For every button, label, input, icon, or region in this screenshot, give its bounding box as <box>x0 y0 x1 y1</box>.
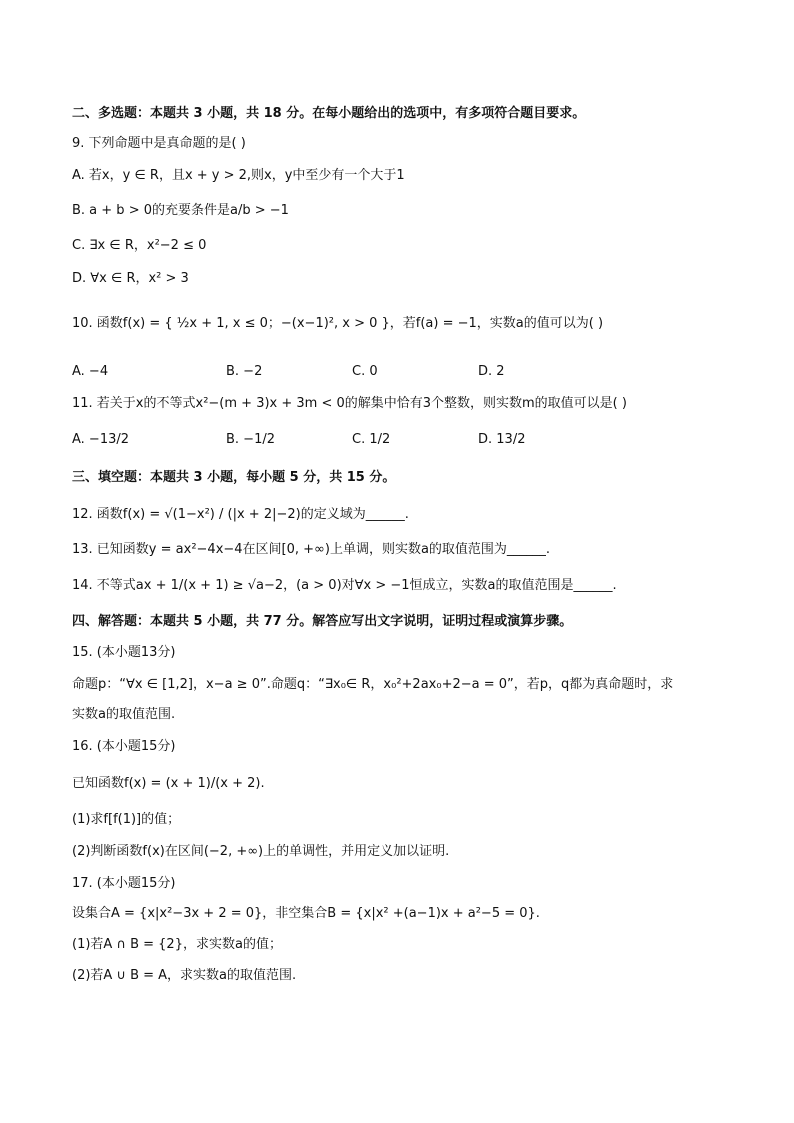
question-16-heading: 16. (本小题15分) <box>72 739 176 754</box>
question-17-given: 设集合A = {x|x²−3x + 2 = 0}，非空集合B = {x|x² +(a−1)x + a²−5 = 0}. <box>72 906 540 921</box>
section-heading-multiple-choice: 二、多选题：本题共 3 小题，共 18 分。在每小题给出的选项中，有多项符合题目要求。 <box>72 106 586 121</box>
question-11-stem: 11. 若关于x的不等式x²−(m + 3)x + 3m < 0的解集中恰有3个整数，则实数m的取值可以是( ) <box>72 396 627 411</box>
question-11-option-c: C. 1/2 <box>352 432 391 447</box>
question-12: 12. 函数f(x) = √(1−x²) / (|x + 2|−2)的定义域为______. <box>72 507 409 522</box>
section-heading-fill-in: 三、填空题：本题共 3 小题，每小题 5 分，共 15 分。 <box>72 470 396 485</box>
question-10-option-d: D. 2 <box>478 364 505 379</box>
question-9-option-b: B. a + b > 0的充要条件是a/b > −1 <box>72 203 289 218</box>
question-11-option-a: A. −13/2 <box>72 432 130 447</box>
question-15-text-line-2: 实数a的取值范围. <box>72 707 176 722</box>
question-9-option-a: A. 若x，y ∈ R，且x + y > 2,则x，y中至少有一个大于1 <box>72 168 405 183</box>
question-17-part-1: (1)若A ∩ B = {2}，求实数a的值； <box>72 937 282 952</box>
question-14: 14. 不等式ax + 1/(x + 1) ≥ √a−2，(a > 0)对∀x > −1恒成立，实数a的取值范围是______. <box>72 578 617 593</box>
question-17-part-2: (2)若A ∪ B = A，求实数a的取值范围. <box>72 968 297 983</box>
question-15-text-line-1: 命题p：“∀x ∈ [1,2]，x−a ≥ 0”.命题q：“∃x₀∈ R，x₀²+2ax₀+2−a = 0”，若p，q都为真命题时，求 <box>72 677 674 692</box>
question-10-option-c: C. 0 <box>352 364 378 379</box>
question-10-option-a: A. −4 <box>72 364 109 379</box>
section-heading-solve: 四、解答题：本题共 5 小题，共 77 分。解答应写出文字说明，证明过程或演算步骤。 <box>72 614 573 629</box>
question-11-option-d: D. 13/2 <box>478 432 526 447</box>
question-16-given: 已知函数f(x) = (x + 1)/(x + 2). <box>72 776 265 791</box>
question-10-stem: 10. 函数f(x) = { ½x + 1, x ≤ 0；−(x−1)², x > 0 }，若f(a) = −1，实数a的值可以为( ) <box>72 316 604 331</box>
question-15-heading: 15. (本小题13分) <box>72 645 176 660</box>
question-13: 13. 已知函数y = ax²−4x−4在区间[0, +∞)上单调，则实数a的取值范围为______. <box>72 542 551 557</box>
question-16-part-1: (1)求f[f(1)]的值； <box>72 812 181 827</box>
question-11-option-b: B. −1/2 <box>226 432 275 447</box>
question-9-stem: 9. 下列命题中是真命题的是( ) <box>72 136 246 151</box>
question-9-option-d: D. ∀x ∈ R，x² > 3 <box>72 271 189 286</box>
question-17-heading: 17. (本小题15分) <box>72 876 176 891</box>
question-10-option-b: B. −2 <box>226 364 263 379</box>
question-9-option-c: C. ∃x ∈ R，x²−2 ≤ 0 <box>72 238 207 253</box>
question-16-part-2: (2)判断函数f(x)在区间(−2, +∞)上的单调性，并用定义加以证明. <box>72 844 450 859</box>
